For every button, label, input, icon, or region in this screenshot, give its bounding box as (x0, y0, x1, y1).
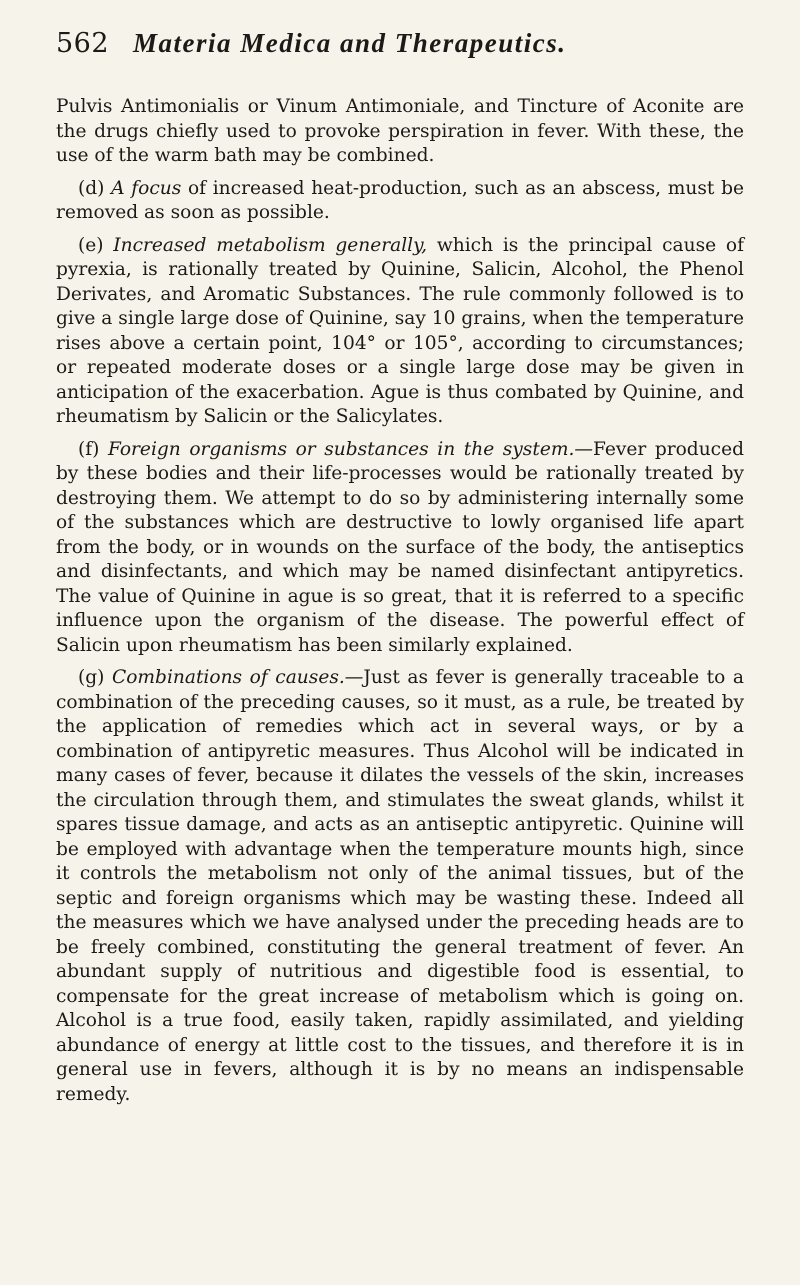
paragraph-text: Just as fever is generally traceable to a combination of the preceding causes, so it must, as a rule, be treated by the application of remedies which act in several ways, or by a combination of antipyretic measures. Thus Alcohol will be indicated in many cases of fever, because it dilates the vessels of the skin, increases the circulation through them, and stimulates the sweat glands, whilst it spares tissue damage, and acts as an antiseptic antipyretic. Quinine will be employed with advantage when the temperature mounts high, since it controls the metabolism not only of the animal tissues, but of the septic and foreign organisms which may be wasting these. Indeed all the measures which we have analysed under the preceding heads are to be freely combined, constituting the general treatment of fever. An abundant supply of nutritious and digestible food is essential, to compensate for the great increase of metabolism which is going on. Alcohol is a true food, easily taken, rapidly assimilated, and yielding abundance of energy at little cost to the tissues, and therefore it is in general use in fevers, although it is by no means an indispensable remedy. (56, 667, 744, 1105)
paragraph-heading: Increased metabolism generally, (113, 234, 428, 256)
paragraph-f (56, 438, 744, 659)
page-header (56, 28, 744, 59)
paragraph-intro (56, 95, 744, 169)
running-title: Materia Medica and Therapeutics. (133, 28, 567, 58)
paragraph-e (56, 234, 744, 430)
body-text (56, 95, 744, 1107)
paragraph-label: (d) (78, 177, 105, 199)
paragraph-text: of increased heat-production, such as an abscess, must be removed as soon as possible. (56, 177, 744, 223)
paragraph-d (56, 177, 744, 226)
paragraph-text: Fever produced by these bodies and their life-processes would be rationally treated by destroying them. We attempt to do so by administering internally some of the substances which are destructive to lowly organised life apart from the body, or in wounds on the surface of the body, the antiseptics and disinfectants, and which may be named disinfectant antipyretics. The value of Quinine in ague is so great, that it is referred to a specific influence upon the organism of the disease. The powerful effect of Salicin upon rheumatism has been similarly explained. (56, 438, 744, 656)
paragraph-heading: A focus (111, 177, 182, 199)
paragraph-heading: Foreign organisms or substances in the system.— (107, 438, 593, 460)
paragraph-heading: Combinations of causes.— (112, 667, 364, 688)
paragraph-text: Pulvis Antimonialis or Vinum Antimoniale, and Tincture of Aconite are the drugs chiefly used to provoke perspiration in fever. With these, the use of the warm bath may be combined. (56, 96, 744, 166)
paragraph-label: (f) (78, 438, 100, 460)
page-number: 562 (56, 28, 110, 59)
paragraph-label: (g) (78, 667, 105, 688)
paragraph-label: (e) (78, 234, 104, 256)
paragraph-text: which is the principal cause of pyrexia, is rationally treated by Quinine, Salicin, Alcohol, the Phenol Derivates, and Aromatic Substances. The rule commonly followed is to give a single large dose of Quinine, say 10 grains, when the temperature rises above a certain point, 104° or 105°, according to circumstances; or repeated moderate doses or a single large dose may be given in anticipation of the exacerbation. Ague is thus combated by Quinine, and rheumatism by Salicin or the Salicylates. (56, 234, 744, 427)
paragraph-g (56, 666, 744, 1107)
